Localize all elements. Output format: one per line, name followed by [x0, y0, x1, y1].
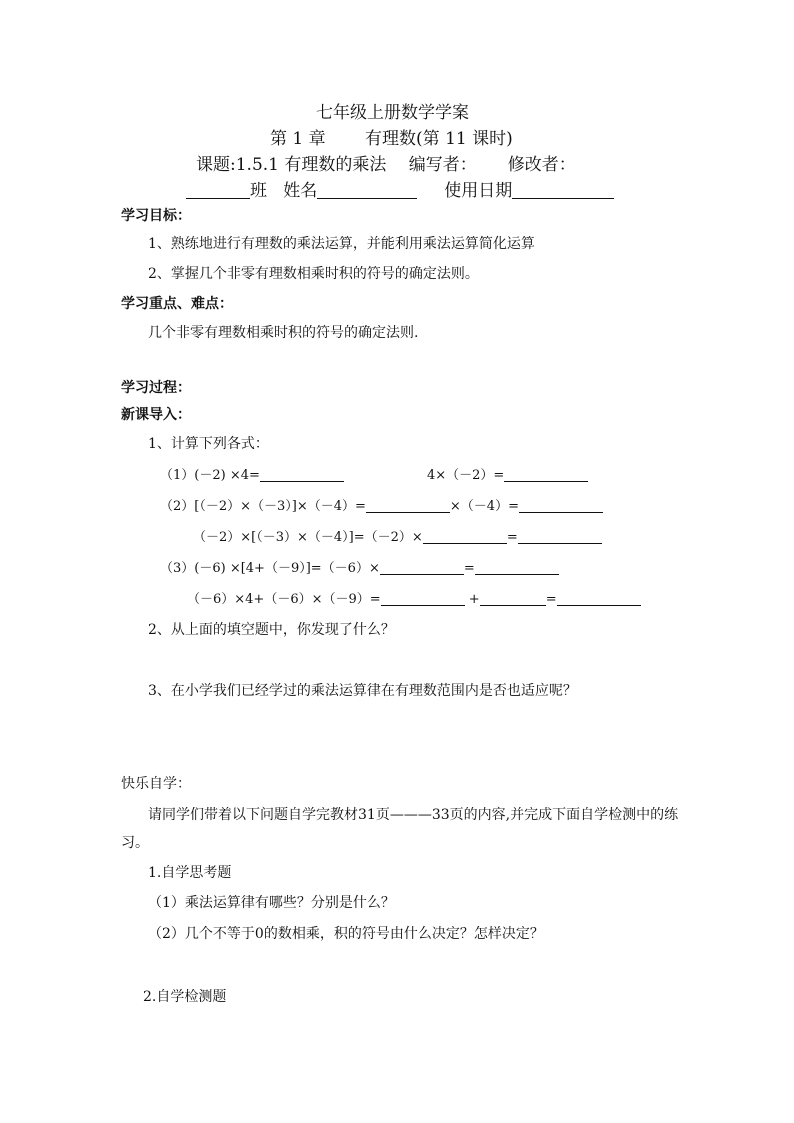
answer-blank[interactable]: [518, 530, 602, 544]
lesson-line: 课题:1.5.1 有理数的乘法 编写者： 修改者：: [196, 155, 576, 175]
goals-heading: 学习目标：: [121, 208, 191, 224]
answer-blank[interactable]: [519, 499, 603, 513]
answer-blank[interactable]: [423, 530, 507, 544]
expression: 4×（－2）=: [427, 468, 505, 483]
exercise-3b: [187, 588, 641, 607]
intro-question-1: 1、计算下列各式：: [148, 436, 269, 452]
exercise-1b: [427, 464, 588, 483]
plus-sign: +: [468, 592, 480, 607]
expression: （1）(－2) ×4=: [160, 468, 260, 483]
intro-heading: 新课导入：: [121, 407, 191, 423]
answer-blank[interactable]: [504, 468, 588, 482]
selfstudy-heading: 快乐自学：: [121, 776, 191, 792]
selfstudy-section-2: 2.自学检测题: [143, 989, 227, 1005]
answer-blank[interactable]: [475, 561, 559, 575]
answer-blank[interactable]: [381, 592, 465, 606]
answer-blank[interactable]: [557, 592, 641, 606]
expression: ×（－4）=: [449, 499, 519, 514]
equals-sign: =: [506, 530, 518, 545]
name-blank[interactable]: [317, 181, 417, 199]
selfstudy-question-1: （1）乘法运算律有哪些？分别是什么？: [148, 895, 395, 911]
exercise-1a: [160, 464, 344, 483]
selfstudy-paragraph-line1: 请同学们带着以下问题自学完教材31页———33页的内容,并完成下面自学检测中的练: [148, 807, 679, 823]
student-info-line: [186, 176, 614, 201]
answer-blank[interactable]: [380, 561, 464, 575]
equals-sign: =: [545, 592, 557, 607]
selfstudy-section-1: 1.自学思考题: [148, 865, 232, 881]
exercise-3a: [160, 557, 559, 576]
process-heading: 学习过程：: [121, 380, 191, 396]
goal-item: 2、掌握几个非零有理数相乘时积的符号的确定法则。: [148, 266, 479, 282]
answer-blank[interactable]: [260, 468, 344, 482]
expression: （2）[（－2）×（－3）]×（－4）=: [160, 499, 366, 514]
date-label: 使用日期: [444, 181, 513, 201]
expression: （－6）×4+（－6）×（－9）=: [187, 592, 381, 607]
name-label: 姓名: [283, 181, 318, 201]
answer-blank[interactable]: [480, 592, 546, 606]
keypoints-text: 几个非零有理数相乘时积的符号的确定法则.: [148, 325, 419, 341]
selfstudy-question-2: （2）几个不等于0的数相乘，积的符号由什么决定？怎样决定？: [148, 926, 544, 942]
date-blank[interactable]: [512, 181, 614, 199]
intro-question-3: 3、在小学我们已经学过的乘法运算律在有理数范围内是否也适应呢？: [148, 683, 577, 699]
class-blank[interactable]: [186, 181, 250, 199]
exercise-2a: [160, 495, 603, 514]
selfstudy-paragraph-line2: 习。: [121, 835, 149, 851]
keypoints-heading: 学习重点、难点：: [121, 296, 233, 312]
class-label: 班: [250, 181, 267, 201]
chapter-line: 第 1 章 有理数(第 11 课时): [270, 129, 513, 149]
exercise-2b: [193, 526, 602, 545]
expression: （3）(－6) ×[4+（－9）]=（－6）×: [160, 561, 380, 576]
intro-question-2: 2、从上面的填空题中，你发现了什么？: [148, 622, 395, 638]
goal-item: 1、熟练地进行有理数的乘法运算，并能利用乘法运算简化运算: [148, 236, 535, 252]
answer-blank[interactable]: [366, 499, 450, 513]
doc-title: 七年级上册数学学案: [316, 103, 469, 123]
equals-sign: =: [463, 561, 475, 576]
expression: （－2）×[（－3）×（－4）]=（－2）×: [193, 530, 423, 545]
